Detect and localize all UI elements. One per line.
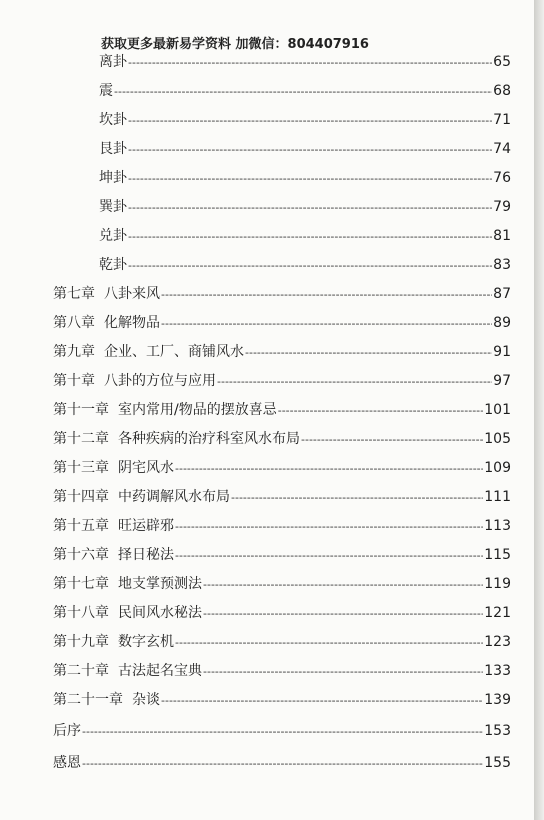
- toc-chapter-entry[interactable]: [53, 400, 511, 421]
- dot-leader: [161, 691, 483, 711]
- chapter-title: 八卦的方位与应用: [104, 373, 216, 389]
- page-number: 68: [493, 83, 511, 99]
- dot-leader: [203, 662, 483, 682]
- toc-chapter-entry[interactable]: [53, 603, 511, 624]
- dot-leader: [114, 82, 492, 102]
- page-number: 155: [484, 755, 511, 771]
- page-number: 83: [493, 257, 511, 273]
- chapter-number: 第十一章: [53, 402, 109, 418]
- page-number: 79: [493, 199, 511, 215]
- chapter-title: 地支掌预测法: [118, 576, 202, 592]
- dot-leader: [203, 575, 483, 595]
- toc-chapter-entry[interactable]: [53, 661, 511, 682]
- toc-entry[interactable]: [99, 52, 511, 73]
- chapter-number: 第十八章: [53, 605, 109, 621]
- toc-entry[interactable]: [99, 197, 511, 218]
- chapter-title: 企业、工厂、商铺风水: [104, 344, 244, 360]
- page-number: 133: [484, 663, 511, 679]
- dot-leader: [128, 140, 492, 160]
- chapter-title: 中药调解风水布局: [118, 489, 230, 505]
- dot-leader: [161, 285, 492, 305]
- chapter-number: 第十三章: [53, 460, 109, 476]
- page-number: 121: [484, 605, 511, 621]
- chapter-number: 第十章: [53, 373, 95, 389]
- dot-leader: [128, 256, 492, 276]
- page-number: 123: [484, 634, 511, 650]
- toc-chapter-entry[interactable]: [53, 342, 511, 363]
- chapter-number: 第八章: [53, 315, 95, 331]
- entry-title: 巽卦: [99, 199, 127, 215]
- chapter-title: 阴宅风水: [118, 460, 174, 476]
- toc-entry[interactable]: [99, 226, 511, 247]
- toc-entry[interactable]: [99, 81, 511, 102]
- toc-chapter-entry[interactable]: [53, 690, 511, 711]
- dot-leader: [231, 488, 483, 508]
- chapter-title: 古法起名宝典: [118, 663, 202, 679]
- dot-leader: [128, 53, 492, 73]
- chapter-number: 第十五章: [53, 518, 109, 534]
- dot-leader: [175, 459, 483, 479]
- chapter-title: 各种疾病的治疗科室风水布局: [118, 431, 300, 447]
- toc-chapter-entry[interactable]: [53, 429, 511, 450]
- toc-chapter-entry[interactable]: [53, 313, 511, 334]
- chapter-number: 第十七章: [53, 576, 109, 592]
- dot-leader: [203, 604, 483, 624]
- chapter-number: 第七章: [53, 286, 95, 302]
- dot-leader: [245, 343, 492, 363]
- entry-title: 坎卦: [99, 112, 127, 128]
- page-number: 153: [484, 723, 511, 739]
- page-number: 105: [484, 431, 511, 447]
- header-note: 获取更多最新易学资料 加微信：804407916: [101, 37, 369, 52]
- chapter-title: 数字玄机: [118, 634, 174, 650]
- chapter-title: 民间风水秘法: [118, 605, 202, 621]
- dot-leader: [161, 314, 492, 334]
- dot-leader: [175, 546, 483, 566]
- toc-entry[interactable]: [99, 255, 511, 276]
- toc-chapter-entry[interactable]: [53, 574, 511, 595]
- page-number: 111: [484, 489, 511, 505]
- dot-leader: [82, 722, 483, 742]
- entry-title: 兑卦: [99, 228, 127, 244]
- entry-title: 艮卦: [99, 141, 127, 157]
- toc-entry[interactable]: [53, 721, 511, 742]
- dot-leader: [217, 372, 492, 392]
- page-number: 115: [484, 547, 511, 563]
- page-number: 76: [493, 170, 511, 186]
- chapter-number: 第九章: [53, 344, 95, 360]
- chapter-number: 第二十一章: [53, 692, 123, 708]
- toc-chapter-entry[interactable]: [53, 371, 511, 392]
- chapter-number: 第十六章: [53, 547, 109, 563]
- entry-title: 后序: [53, 723, 81, 739]
- dot-leader: [278, 401, 484, 421]
- toc-chapter-entry[interactable]: [53, 545, 511, 566]
- page-number: 109: [484, 460, 511, 476]
- chapter-number: 第十二章: [53, 431, 109, 447]
- toc-entry[interactable]: [53, 753, 511, 774]
- dot-leader: [128, 198, 492, 218]
- chapter-title: 化解物品: [104, 315, 160, 331]
- page-number: 113: [484, 518, 511, 534]
- page-number: 65: [493, 54, 511, 70]
- page-number: 119: [484, 576, 511, 592]
- dot-leader: [175, 633, 483, 653]
- dot-leader: [128, 227, 492, 247]
- entry-title: 震: [99, 83, 113, 99]
- page-edge-shadow: [534, 0, 544, 820]
- chapter-number: 第十四章: [53, 489, 109, 505]
- toc-chapter-entry[interactable]: [53, 458, 511, 479]
- chapter-number: 第十九章: [53, 634, 109, 650]
- chapter-title: 八卦来风: [104, 286, 160, 302]
- entry-title: 乾卦: [99, 257, 127, 273]
- dot-leader: [301, 430, 483, 450]
- toc-chapter-entry[interactable]: [53, 284, 511, 305]
- page-number: 91: [493, 344, 511, 360]
- chapter-title: 杂谈: [132, 692, 160, 708]
- page-number: 74: [493, 141, 511, 157]
- dot-leader: [128, 111, 492, 131]
- dot-leader: [175, 517, 483, 537]
- entry-title: 离卦: [99, 54, 127, 70]
- entry-title: 坤卦: [99, 170, 127, 186]
- toc-entry[interactable]: [99, 168, 511, 189]
- page-number: 89: [493, 315, 511, 331]
- chapter-title: 择日秘法: [118, 547, 174, 563]
- toc-entry[interactable]: [99, 139, 511, 160]
- dot-leader: [82, 754, 483, 774]
- page-number: 139: [484, 692, 511, 708]
- page-number: 71: [493, 112, 511, 128]
- chapter-title: 旺运辟邪: [118, 518, 174, 534]
- entry-title: 感恩: [53, 755, 81, 771]
- page-number: 81: [493, 228, 511, 244]
- dot-leader: [128, 169, 492, 189]
- chapter-title: 室内常用/物品的摆放喜忌: [118, 402, 277, 418]
- toc-chapter-entry[interactable]: [53, 516, 511, 537]
- page-number: 97: [493, 373, 511, 389]
- toc-entry[interactable]: [99, 110, 511, 131]
- page-number: 101: [484, 402, 511, 418]
- page-number: 87: [493, 286, 511, 302]
- chapter-number: 第二十章: [53, 663, 109, 679]
- toc-chapter-entry[interactable]: [53, 487, 511, 508]
- toc-chapter-entry[interactable]: [53, 632, 511, 653]
